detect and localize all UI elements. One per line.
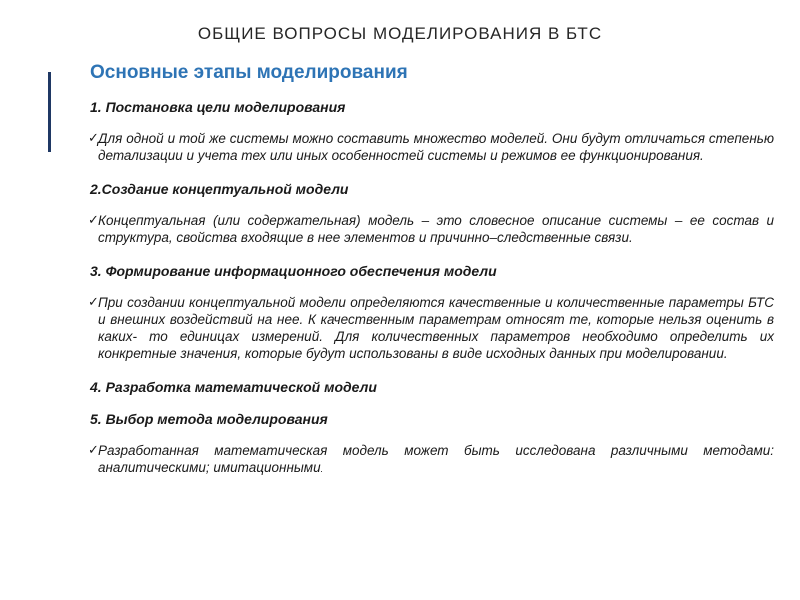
bullet-text: При создании концептуальной модели определяются качественные и количественные параметры БТС и внешних воздействий на нее. К качественным параметрам относят те, которые нельзя оценить в каких- то единицах измерений. Для количественных параметров необходимо определить их конкретные значения, которые будут использованы в виде исходных данных при моделировании. [98, 295, 774, 361]
slide-subtitle: Основные этапы моделирования [90, 62, 408, 83]
section-math [90, 378, 774, 396]
slide-content [90, 62, 774, 494]
bullet-text: Для одной и той же системы можно составить множество моделей. Они будут отличаться степенью детализации и учета тех или иных особенностей системы и режимов ее функционирования. [98, 131, 774, 163]
section-heading: 4. Разработка математической модели [90, 379, 377, 395]
section-heading: 3. Формирование информационного обеспечения модели [90, 263, 497, 279]
bullet-text: Концептуальная (или содержательная) модель – это словесное описание системы – ее состав и структура, свойства входящие в нее элементов и причинно–следственные связи. [98, 213, 774, 245]
bullet-text-main: Разработанная математическая модель может быть исследована различными методами: аналитическими; имитационными [98, 443, 774, 475]
section-goal [90, 98, 774, 164]
section-heading: 2.Создание концептуальной модели [90, 181, 349, 197]
bullet-item [90, 212, 774, 246]
bullet-item [90, 130, 774, 164]
section-info [90, 262, 774, 362]
slide-title: ОБЩИЕ ВОПРОСЫ МОДЕЛИРОВАНИЯ В БТС [197, 24, 603, 43]
checkmark-icon: ✓ [88, 130, 99, 145]
checkmark-icon: ✓ [88, 212, 99, 227]
bullet-item [90, 442, 774, 478]
checkmark-icon: ✓ [88, 442, 99, 457]
section-heading: 1. Постановка цели моделирования [90, 99, 346, 115]
section-heading: 5. Выбор метода моделирования [90, 411, 328, 427]
section-concept [90, 180, 774, 246]
accent-bar [48, 72, 51, 152]
bullet-item [90, 294, 774, 362]
checkmark-icon: ✓ [88, 294, 99, 309]
bullet-text-tail: . [320, 464, 324, 474]
section-method [90, 410, 774, 478]
bullet-text [98, 442, 774, 478]
